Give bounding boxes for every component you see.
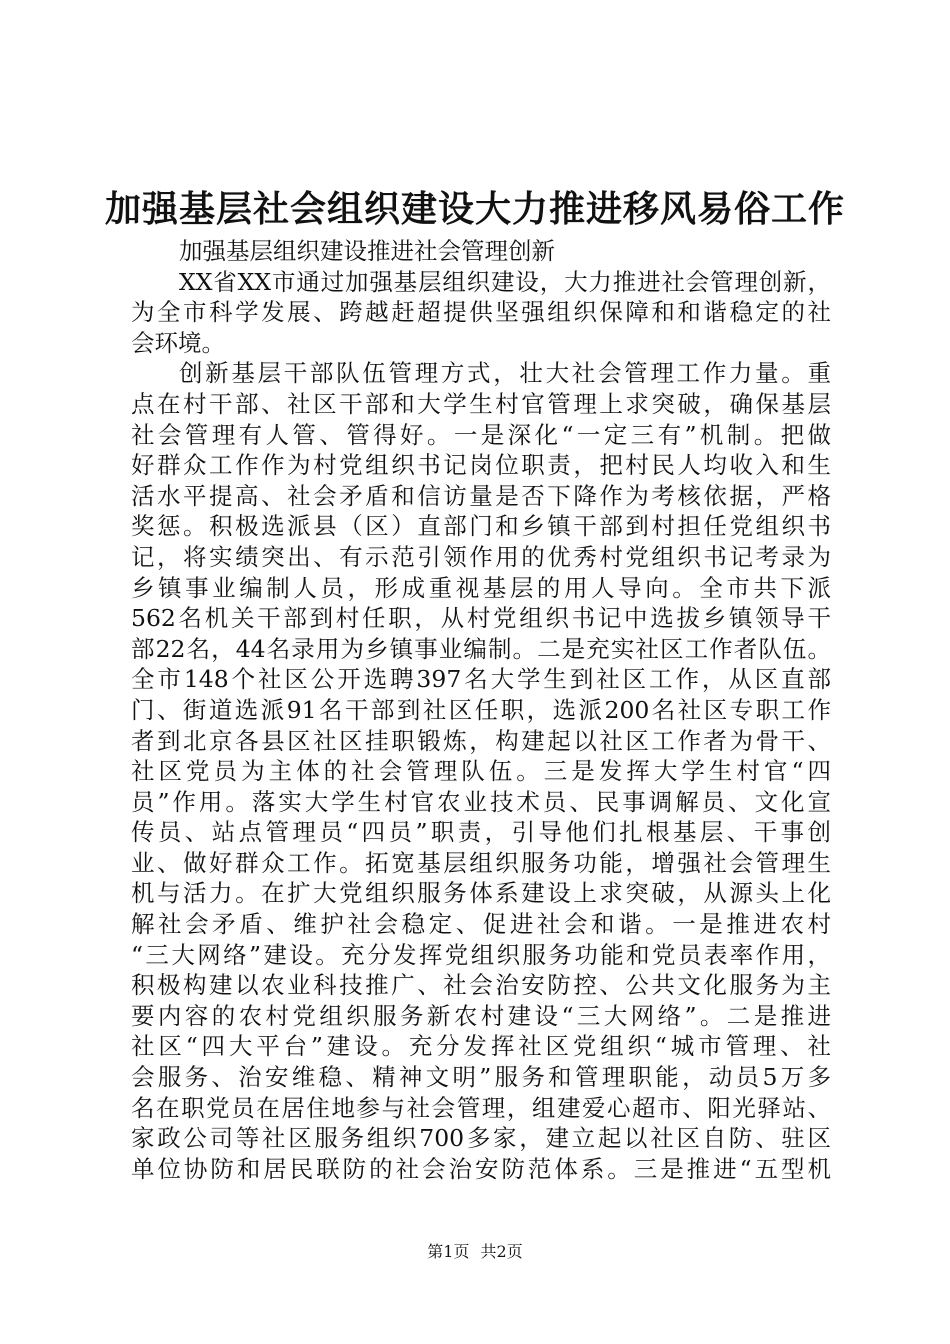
paragraph-line: “三大网络”建设。充分发挥党组织服务功能和党员表率作用， [131,940,831,969]
paragraph-line: 562名机关干部到村任职，从村党组织书记中选拔乡镇领导干 [131,604,831,633]
paragraph-line: 点在村干部、社区干部和大学生村官管理上求突破，确保基层 [131,389,831,418]
paragraph-line [131,1215,831,1246]
paragraph-line: 者到北京各县区社区挂职锻炼，构建起以社区工作者为骨干、 [131,726,831,755]
document-title: 加强基层社会组织建设大力推进移风易俗工作 [104,188,845,230]
paragraph-line: 员”作用。落实大学生村官农业技术员、民事调解员、文化宣 [131,787,831,816]
paragraph-line: 解社会矛盾、维护社会稳定、促进社会和谐。一是推进农村 [131,910,831,939]
page-total: 共2页 [480,1242,523,1261]
paragraph-line: 乡镇事业编制人员，形成重视基层的用人导向。全市共下派 [131,573,831,602]
paragraph-line: 社区党员为主体的社会管理队伍。三是发挥大学生村官“四 [131,757,831,786]
paragraph-line: 全市148个社区公开选聘397名大学生到社区工作，从区直部 [131,665,831,694]
paragraph-line: 社会管理有人管、管得好。一是深化“一定三有”机制。把做 [131,420,831,449]
paragraph-line: 传员、站点管理员“四员”职责，引导他们扎根基层、干事创 [131,818,831,847]
paragraph-line: 单位协防和居民联防的社会治安防范体系。三是推进“五型机 [131,1154,831,1183]
page-number: 第1页 [427,1242,470,1261]
paragraph-line: 积极构建以农业科技推广、社会治安防控、公共文化服务为主 [131,971,831,1000]
document-subtitle: 加强基层组织建设推进社会管理创新 [179,237,555,265]
paragraph-line: 奖惩。积极选派县（区）直部门和乡镇干部到村担任党组织书 [131,512,831,541]
paragraph-line: 为全市科学发展、跨越赶超提供坚强组织保障和和谐稳定的社 [131,298,831,327]
page-footer [0,1242,950,1262]
paragraph-line: 好群众工作作为村党组织书记岗位职责，把村民人均收入和生 [131,451,831,480]
paragraph-line: 要内容的农村党组织服务新农村建设“三大网络”。二是推进 [131,1001,831,1030]
paragraph-line: 会服务、治安维稳、精神文明”服务和管理职能，动员5万多 [131,1063,831,1092]
paragraph-line: 社区“四大平台”建设。充分发挥社区党组织“城市管理、社 [131,1032,831,1061]
paragraph-line [131,1184,831,1215]
paragraph-line: 业、做好群众工作。拓宽基层组织服务功能，增强社会管理生 [131,848,831,877]
paragraph-line: 机与活力。在扩大党组织服务体系建设上求突破，从源头上化 [131,879,831,908]
paragraph-line: XX省XX市通过加强基层组织建设，大力推进社会管理创新， [179,267,831,296]
paragraph-line: 名在职党员在居住地参与社会管理，组建爱心超市、阳光驿站、 [131,1093,831,1122]
paragraph-line: 活水平提高、社会矛盾和信访量是否下降作为考核依据，严格 [131,481,831,510]
paragraph-line: 创新基层干部队伍管理方式，壮大社会管理工作力量。重 [179,359,831,388]
paragraph-line: 门、街道选派91名干部到社区任职，选派200名社区专职工作 [131,695,831,724]
document-body [131,236,831,1246]
paragraph-line: 部22名，44名录用为乡镇事业编制。二是充实社区工作者队伍。 [131,634,831,663]
paragraph-line: 记，将实绩突出、有示范引领作用的优秀村党组织书记考录为 [131,542,831,571]
paragraph-line: 家政公司等社区服务组织700多家，建立起以社区自防、驻区 [131,1124,831,1153]
paragraph-line: 会环境。 [131,328,225,357]
